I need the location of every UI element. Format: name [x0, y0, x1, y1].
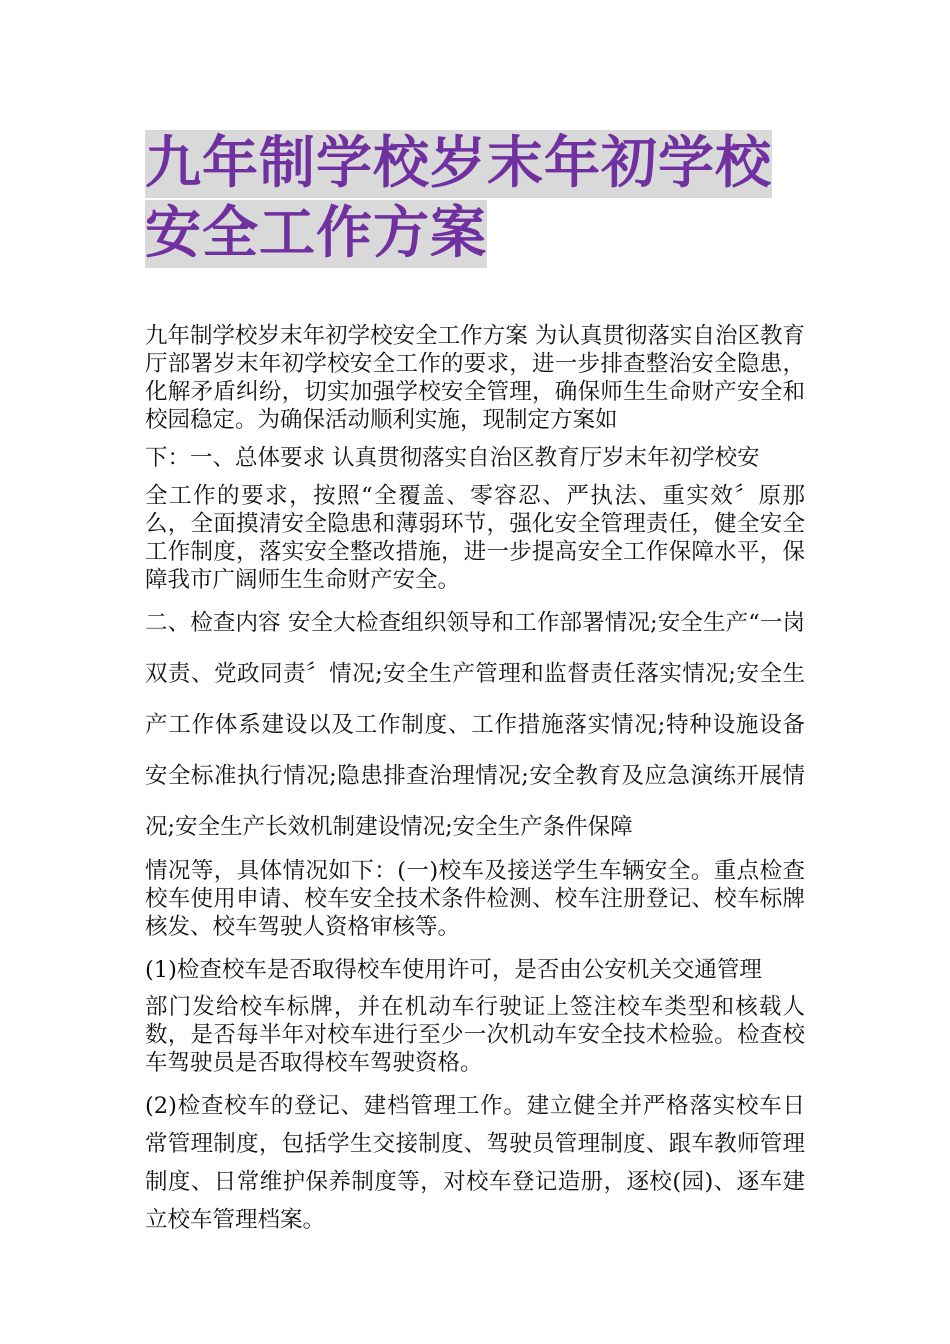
- paragraph-school-bus-safety: 情况等，具体情况如下：(一)校车及接送学生车辆安全。重点检查校车使用申请、校车安全技术条件检测、校车注册登记、校车标牌核发、校车驾驶人资格审核等。: [145, 858, 805, 940]
- paragraph-general-requirements: 下：一、总体要求 认真贯彻落实自治区教育厅岁末年初学校安: [145, 445, 760, 471]
- paragraph-item-2: (2)检查校车的登记、建档管理工作。建立健全并严格落实校车日常管理制度，包括学生交接制度、驾驶员管理制度、跟车教师管理制度、日常维护保养制度等，对校车登记造册，逐校(园)、逐车建立校车管理档案。: [145, 1093, 805, 1233]
- paragraph-item-1-body: 部门发给校车标牌，并在机动车行驶证上签注校车类型和核载人数，是否每半年对校车进行至少一次机动车安全技术检验。检查校车驾驶员是否取得校车驾驶资格。: [145, 994, 805, 1076]
- paragraph-inspection-content: 二、检查内容 安全大检查组织领导和工作部署情况;安全生产“一岗双责、党政同责〞情况;安全生产管理和监督责任落实情况;安全生产工作体系建设以及工作制度、工作措施落实情况;特种设施设备安全标准执行情况;隐患排查治理情况;安全教育及应急演练开展情况;安全生产长效机制建设情况;安全生产条件保障: [145, 610, 805, 840]
- paragraph-requirements-body: 全工作的要求，按照“全覆盖、零容忍、严执法、重实效〞原那么，全面摸清安全隐患和薄弱环节，强化安全管理责任，健全安全工作制度，落实安全整改措施，进一步提高安全工作保障水平，保障我市广阔师生生命财产安全。: [145, 483, 805, 593]
- paragraph-item-1-heading: (1)检查校车是否取得校车使用许可，是否由公安机关交通管理: [145, 957, 762, 983]
- document-body: [145, 322, 805, 1239]
- document-title: [145, 130, 825, 268]
- paragraph-intro: 九年制学校岁末年初学校安全工作方案 为认真贯彻落实自治区教育厅部署岁末年初学校安全工作的要求，进一步排查整治安全隐患，化解矛盾纠纷，切实加强学校安全管理，确保师生生命财产安全和校园稳定。为确保活动顺利实施，现制定方案如: [145, 323, 805, 433]
- title-line-1: 九年制学校岁末年初学校: [145, 131, 772, 196]
- title-line-2: 安全工作方案: [145, 201, 487, 266]
